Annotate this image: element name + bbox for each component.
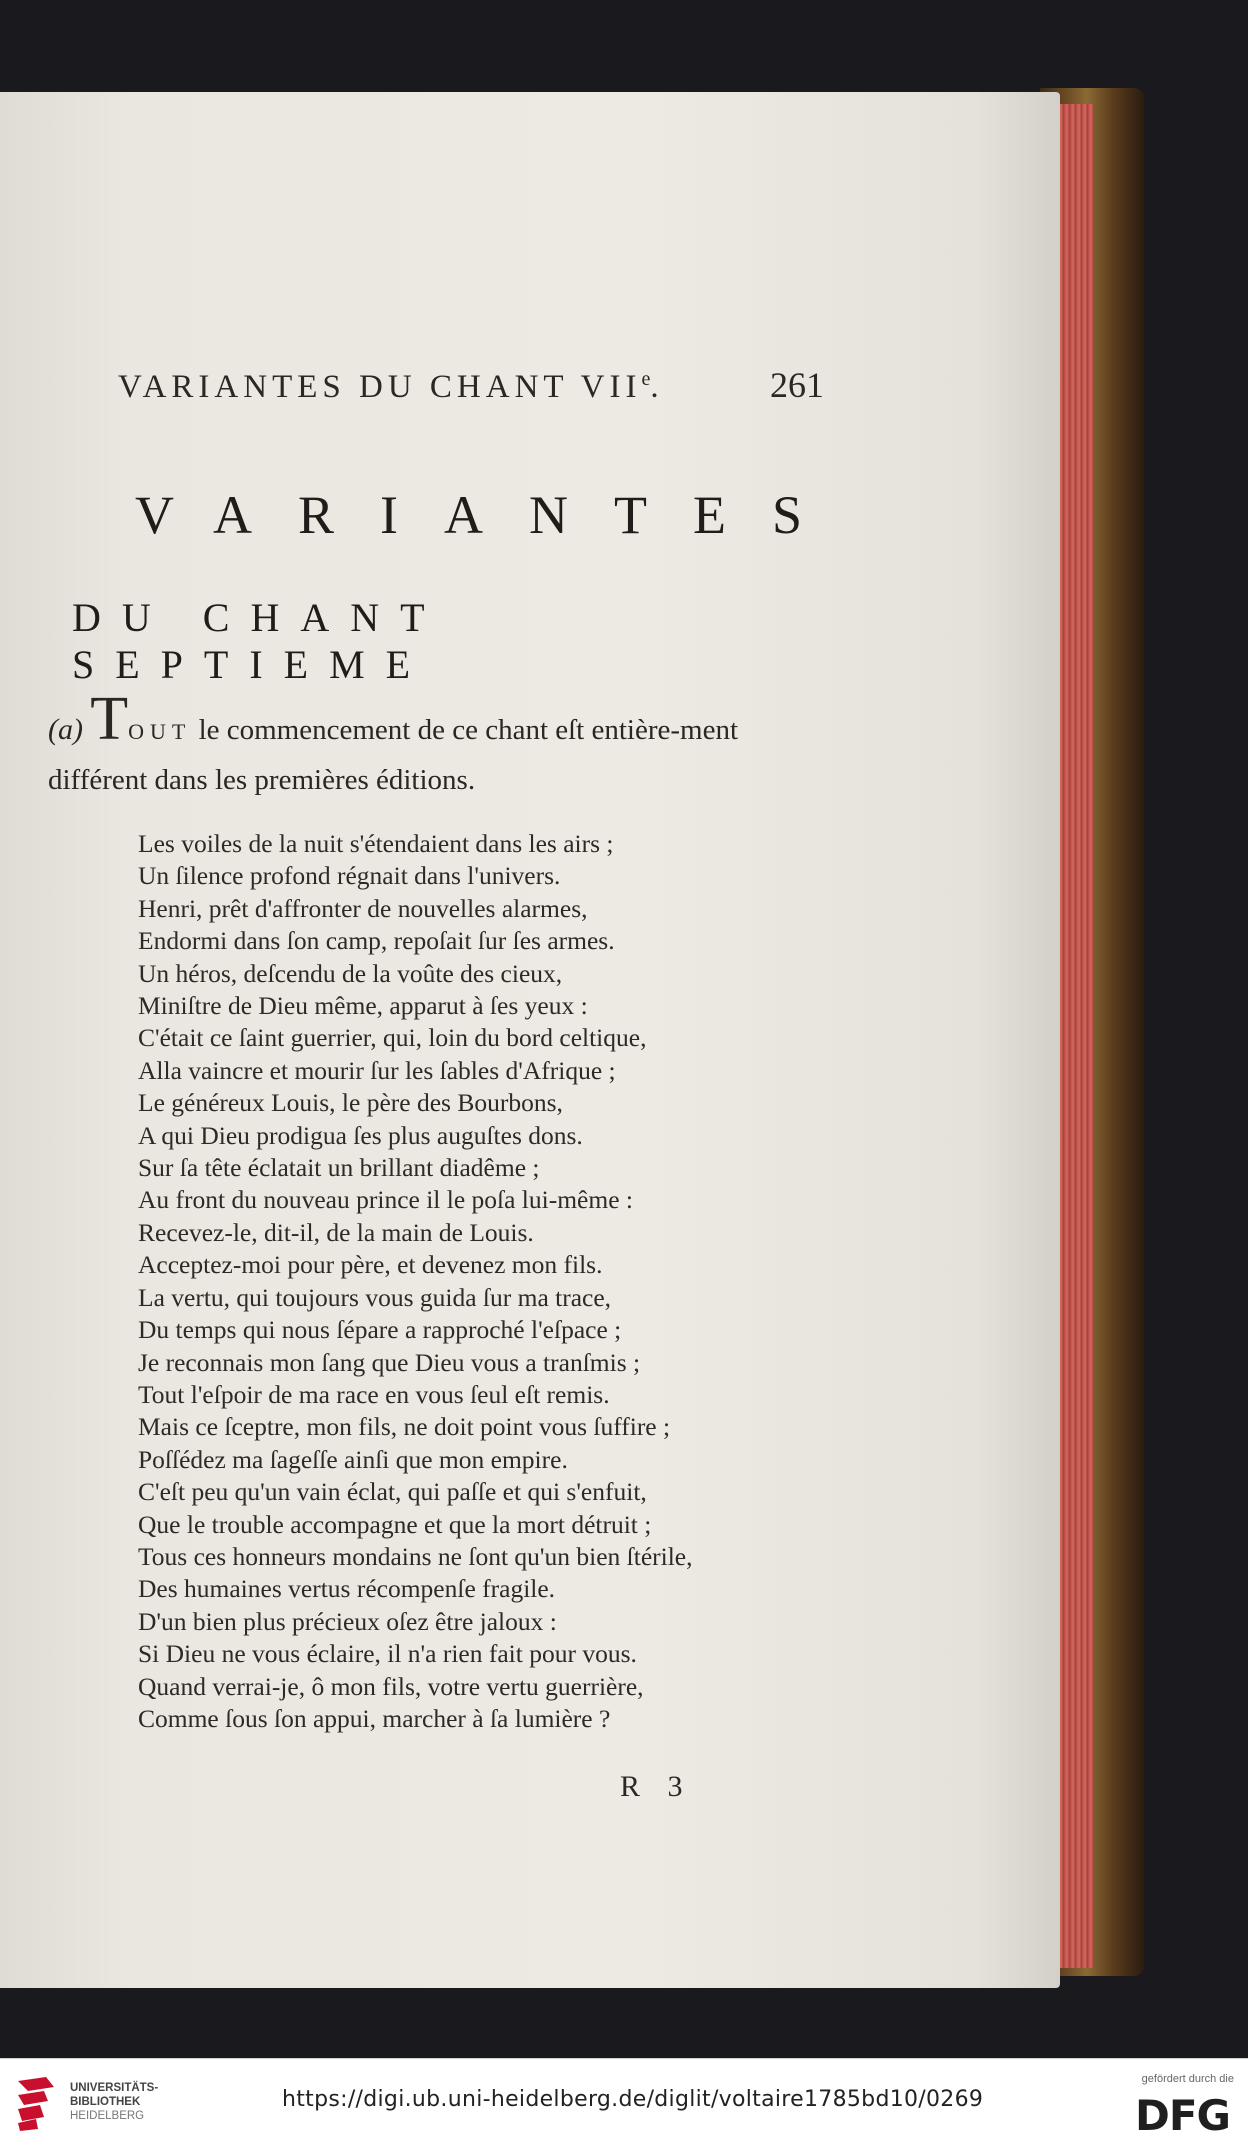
verse-line: Recevez-le, dit-il, de la main de Louis.	[138, 1217, 534, 1247]
verse-line: Le généreux Louis, le père des Bourbons,	[138, 1088, 563, 1118]
verse-line: Tous ces honneurs mondains ne ſont qu'un bien ſtérile,	[138, 1541, 693, 1571]
note-smallcaps: OUT	[128, 719, 192, 744]
running-head-text: VARIANTES DU CHANT VII	[118, 369, 642, 405]
verse-line: Mais ce ſceptre, mon fils, ne doit point vous ſuffire ;	[138, 1412, 671, 1442]
footer-bar	[0, 2058, 1248, 2150]
verse-line: Poſſédez ma ſageſſe ainſi que mon empire.	[138, 1444, 568, 1474]
verse-line: C'était ce ſaint guerrier, qui, loin du bord celtique,	[138, 1023, 647, 1053]
running-head	[118, 368, 838, 406]
running-head-superscript: e	[641, 368, 651, 390]
institution-line-1: UNIVERSITÄTS-	[70, 2082, 159, 2094]
verse-line: Au front du nouveau prince il le poſa lui-même :	[138, 1185, 633, 1215]
verse-line: Acceptez-moi pour père, et devenez mon fils.	[138, 1250, 603, 1280]
page-number: 261	[770, 365, 824, 405]
verse-line: Un ſilence profond régnait dans l'univers.	[138, 861, 561, 891]
verse-line: Quand verrai-je, ô mon fils, votre vertu guerrière,	[138, 1671, 644, 1701]
variant-note	[48, 685, 838, 804]
verse-line: C'eſt peu qu'un vain éclat, qui paſſe et qui s'enfuit,	[138, 1477, 647, 1507]
verse-line: Alla vaincre et mourir ſur les ſables d'Afrique ;	[138, 1055, 616, 1085]
verse-line: Si Dieu ne vous éclaire, il n'a rien fait pour vous.	[138, 1639, 637, 1669]
institution-line-2: BIBLIOTHEK	[70, 2096, 141, 2108]
drop-cap: T	[90, 685, 129, 753]
verse-line: Je reconnais mon ſang que Dieu vous a tranſmis ;	[138, 1347, 641, 1377]
institution-line-3: HEIDELBERG	[70, 2110, 145, 2122]
permalink-url[interactable]: https://digi.ub.uni-heidelberg.de/diglit/voltaire1785bd10/0269	[282, 2087, 984, 2112]
book-page	[0, 92, 1060, 1988]
verse-line: Un héros, deſcendu de la voûte des cieux,	[138, 958, 563, 988]
verse-line: Tout l'eſpoir de ma race en vous ſeul eſt remis.	[138, 1379, 610, 1409]
page-title: VARIANTES	[135, 485, 849, 545]
verse-line: Des humaines vertus récompenſe fragile.	[138, 1574, 556, 1604]
institution-name	[70, 2081, 158, 2123]
verse-block	[138, 828, 788, 1735]
verse-line: Les voiles de la nuit s'étendaient dans les airs ;	[138, 829, 614, 858]
funded-by-label: gefördert durch die	[1141, 2073, 1234, 2085]
signature-mark: R 3	[620, 1770, 693, 1803]
verse-line: D'un bien plus précieux oſez être jaloux :	[138, 1606, 557, 1636]
verse-line: A qui Dieu prodigua ſes plus auguſtes dons.	[138, 1120, 583, 1150]
dfg-logo: DFG	[1134, 2091, 1230, 2140]
verse-line: Miniſtre de Dieu même, apparut à ſes yeux :	[138, 991, 588, 1021]
verse-line: La vertu, qui toujours vous guida ſur ma trace,	[138, 1282, 612, 1312]
note-text: le commencement de ce chant eſt entière-ment différent dans les premières éditions.	[48, 714, 739, 796]
note-marker: (a)	[48, 713, 83, 746]
verse-line: Endormi dans ſon camp, repoſait ſur ſes armes.	[138, 926, 615, 956]
verse-line: Henri, prêt d'affronter de nouvelles alarmes,	[138, 893, 588, 923]
running-head-period: .	[650, 369, 664, 405]
page-subtitle: DU CHANT SEPTIEME	[72, 595, 445, 687]
university-library-logo-icon	[14, 2073, 60, 2133]
verse-line: Que le trouble accompagne et que la mort détruit ;	[138, 1509, 652, 1539]
verse-line: Comme ſous ſon appui, marcher à ſa lumière ?	[138, 1703, 611, 1733]
verse-line: Du temps qui nous ſépare a rapproché l'eſpace ;	[138, 1315, 622, 1345]
verse-line: Sur ſa tête éclatait un brillant diadême ;	[138, 1153, 540, 1183]
